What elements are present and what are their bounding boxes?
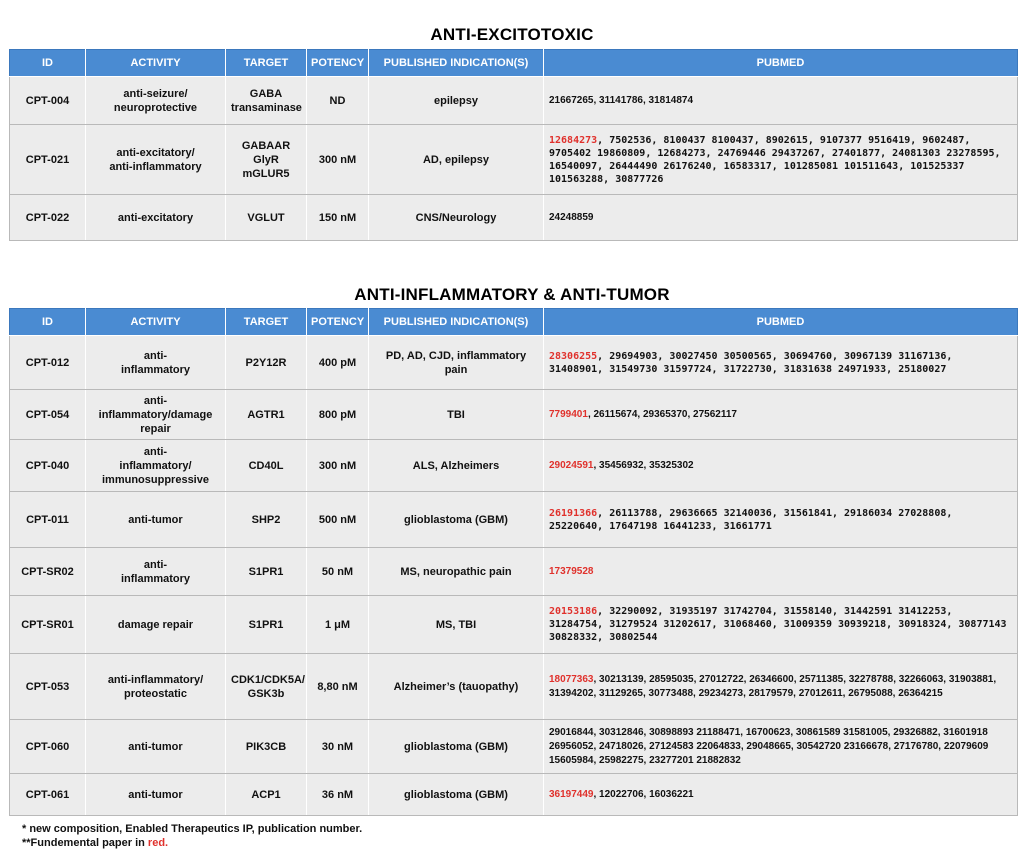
cell-activity: anti-tumor [86, 774, 226, 816]
cell-pubmed [544, 440, 1018, 492]
header-target: TARGET [226, 50, 307, 77]
table-row [10, 195, 1018, 241]
cell-pubmed [544, 596, 1018, 654]
cell-target: PIK3CB [226, 720, 307, 774]
cell-pubmed [544, 774, 1018, 816]
cell-activity: anti-excitatory [86, 195, 226, 241]
header-activity: ACTIVITY [86, 50, 226, 77]
cell-activity: anti-tumor [86, 492, 226, 548]
cell-activity: anti-seizure/ neuroprotective [86, 77, 226, 125]
pubmed-ids: 21667265, 31141786, 31814874 [549, 94, 694, 106]
cell-indication: ALS, Alzheimers [369, 440, 544, 492]
table-header-row [10, 50, 1018, 77]
cell-target: ACP1 [226, 774, 307, 816]
cell-potency: 1 μM [307, 596, 369, 654]
cell-id: CPT-011 [10, 492, 86, 548]
cell-id: CPT-054 [10, 390, 86, 440]
cell-target: AGTR1 [226, 390, 307, 440]
anti-inflammatory-table [9, 308, 1018, 816]
fundamental-paper-id: 28306255 [549, 350, 598, 362]
cell-id: CPT-012 [10, 336, 86, 390]
cell-target: CDK1/CDK5A/ GSK3b [226, 654, 307, 720]
header-activity: ACTIVITY [86, 309, 226, 336]
fundamental-paper-id: 26191366 [549, 507, 598, 519]
cell-activity: anti- inflammatory [86, 336, 226, 390]
cell-target: S1PR1 [226, 596, 307, 654]
anti-excitotoxic-table [9, 49, 1018, 241]
cell-target: GABAAR GlyR mGLUR5 [226, 125, 307, 195]
cell-pubmed [544, 548, 1018, 596]
cell-potency: 30 nM [307, 720, 369, 774]
cell-potency: ND [307, 77, 369, 125]
section-title-anti-inflammatory: ANTI-INFLAMMATORY & ANTI-TUMOR [354, 285, 670, 304]
cell-indication: glioblastoma (GBM) [369, 492, 544, 548]
header-pubmed: PUBMED [544, 309, 1018, 336]
header-target: TARGET [226, 309, 307, 336]
cell-indication: MS, TBI [369, 596, 544, 654]
cell-target: GABA transaminase [226, 77, 307, 125]
table-body [10, 336, 1018, 816]
cell-id: CPT-022 [10, 195, 86, 241]
header-potency: POTENCY [307, 309, 369, 336]
table-row [10, 596, 1018, 654]
fundamental-paper-id: 36197449 [549, 788, 594, 800]
table-row [10, 774, 1018, 816]
table-row [10, 440, 1018, 492]
fundamental-paper-id: 20153186 [549, 606, 598, 617]
cell-activity: anti-tumor [86, 720, 226, 774]
header-id: ID [10, 50, 86, 77]
cell-activity: anti- inflammatory/damage repair [86, 390, 226, 440]
cell-indication: epilepsy [369, 77, 544, 125]
footnote-red-word: red. [147, 837, 169, 849]
pubmed-ids: , 12022706, 16036221 [593, 788, 694, 800]
cell-target: P2Y12R [226, 336, 307, 390]
cell-target: SHP2 [226, 492, 307, 548]
cell-potency: 500 nM [307, 492, 369, 548]
table-row [10, 336, 1018, 390]
fundamental-paper-id: 29024591 [549, 459, 594, 471]
fundamental-paper-id: 17379528 [549, 565, 594, 577]
cell-activity: damage repair [86, 596, 226, 654]
cell-pubmed [544, 390, 1018, 440]
cell-pubmed [544, 336, 1018, 390]
cell-target: VGLUT [226, 195, 307, 241]
fundamental-paper-id: 7799401 [549, 408, 588, 420]
cell-potency: 300 nM [307, 440, 369, 492]
header-id: ID [10, 309, 86, 336]
pubmed-ids: 29016844, 30312846, 30898893 21188471, 16700623, 30861589 31581005, 29326882, 31601918 26956052, 24718026, 27124583 22064833, 29048665, 30542720 23166678, 27176780, 22079609 15605984, 25982275, 23277201 21882832 [549, 726, 989, 766]
cell-pubmed [544, 492, 1018, 548]
cell-target: CD40L [226, 440, 307, 492]
footnote-red-prefix: **Fundemental paper in [22, 837, 148, 849]
cell-potency: 150 nM [307, 195, 369, 241]
cell-potency: 300 nM [307, 125, 369, 195]
cell-potency: 400 pM [307, 336, 369, 390]
cell-id: CPT-SR01 [10, 596, 86, 654]
footnotes [22, 822, 362, 850]
table-row [10, 720, 1018, 774]
cell-indication: MS, neuropathic pain [369, 548, 544, 596]
cell-pubmed [544, 125, 1018, 195]
pubmed-ids: , 26115674, 29365370, 27562117 [587, 408, 737, 420]
pubmed-ids: , 26113788, 29636665 32140036, 31561841, 29186034 27028808, 25220640, 17647198 16441233, 31661771 [549, 507, 953, 532]
table-row [10, 492, 1018, 548]
header-potency: POTENCY [307, 50, 369, 77]
table-row [10, 77, 1018, 125]
cell-indication: PD, AD, CJD, inflammatory pain [369, 336, 544, 390]
cell-indication: glioblastoma (GBM) [369, 774, 544, 816]
fundamental-paper-id: 18077363 [549, 673, 594, 685]
cell-id: CPT-SR02 [10, 548, 86, 596]
table-row [10, 125, 1018, 195]
table-header-row [10, 309, 1018, 336]
cell-id: CPT-053 [10, 654, 86, 720]
header-pubmed: PUBMED [544, 50, 1018, 77]
cell-pubmed [544, 720, 1018, 774]
cell-pubmed [544, 195, 1018, 241]
table-row [10, 548, 1018, 596]
section-title-anti-excitotoxic: ANTI-EXCITOTOXIC [430, 25, 594, 44]
table-row [10, 390, 1018, 440]
fundamental-paper-id: 12684273 [549, 134, 598, 146]
cell-indication: TBI [369, 390, 544, 440]
cell-activity: anti-excitatory/ anti-inflammatory [86, 125, 226, 195]
cell-id: CPT-061 [10, 774, 86, 816]
header-indication: PUBLISHED INDICATION(S) [369, 50, 544, 77]
pubmed-ids: , 30213139, 28595035, 27012722, 26346600, 25711385, 32278788, 32266063, 31903881, 31394202, 31129265, 30773488, 29234273, 28179579, 27012611, 26795088, 26364215 [549, 673, 997, 699]
footnote-ip: * new composition, Enabled Therapeutics IP, publication number. [22, 823, 363, 835]
cell-potency: 800 pM [307, 390, 369, 440]
cell-id: CPT-060 [10, 720, 86, 774]
pubmed-ids: 24248859 [549, 211, 594, 223]
cell-id: CPT-004 [10, 77, 86, 125]
cell-id: CPT-040 [10, 440, 86, 492]
cell-target: S1PR1 [226, 548, 307, 596]
cell-activity: anti-inflammatory/ proteostatic [86, 654, 226, 720]
cell-potency: 8,80 nM [307, 654, 369, 720]
pubmed-ids: , 32290092, 31935197 31742704, 31558140, 31442591 31412253, 31284754, 31279524 31202617, 31068460, 31009359 30939218, 30918324, 30877143 30828332, 30802544 [549, 606, 1007, 643]
pubmed-ids: , 29694903, 30027450 30500565, 30694760, 30967139 31167136, 31408901, 31549730 31597724, 31722730, 31831638 24971933, 25180027 [549, 350, 953, 375]
table-body [10, 77, 1018, 241]
cell-indication: CNS/Neurology [369, 195, 544, 241]
cell-potency: 50 nM [307, 548, 369, 596]
table-row [10, 654, 1018, 720]
pubmed-ids: , 7502536, 8100437 8100437, 8902615, 9107377 9516419, 9602487, 9705402 19860809, 12684273, 24769446 29437267, 27401877, 24081303 23278595, 16540097, 26444490 26176240, 16583317, 101285081 101511643, 101525337 101563288, 30877726 [549, 134, 1001, 185]
cell-indication: AD, epilepsy [369, 125, 544, 195]
pubmed-ids: , 35456932, 35325302 [593, 459, 694, 471]
cell-indication: glioblastoma (GBM) [369, 720, 544, 774]
header-indication: PUBLISHED INDICATION(S) [369, 309, 544, 336]
cell-pubmed [544, 654, 1018, 720]
cell-id: CPT-021 [10, 125, 86, 195]
cell-indication: Alzheimer’s (tauopathy) [369, 654, 544, 720]
cell-activity: anti- inflammatory/ immunosuppressive [86, 440, 226, 492]
cell-potency: 36 nM [307, 774, 369, 816]
footnote-red [22, 836, 362, 850]
cell-activity: anti- inflammatory [86, 548, 226, 596]
cell-pubmed [544, 77, 1018, 125]
